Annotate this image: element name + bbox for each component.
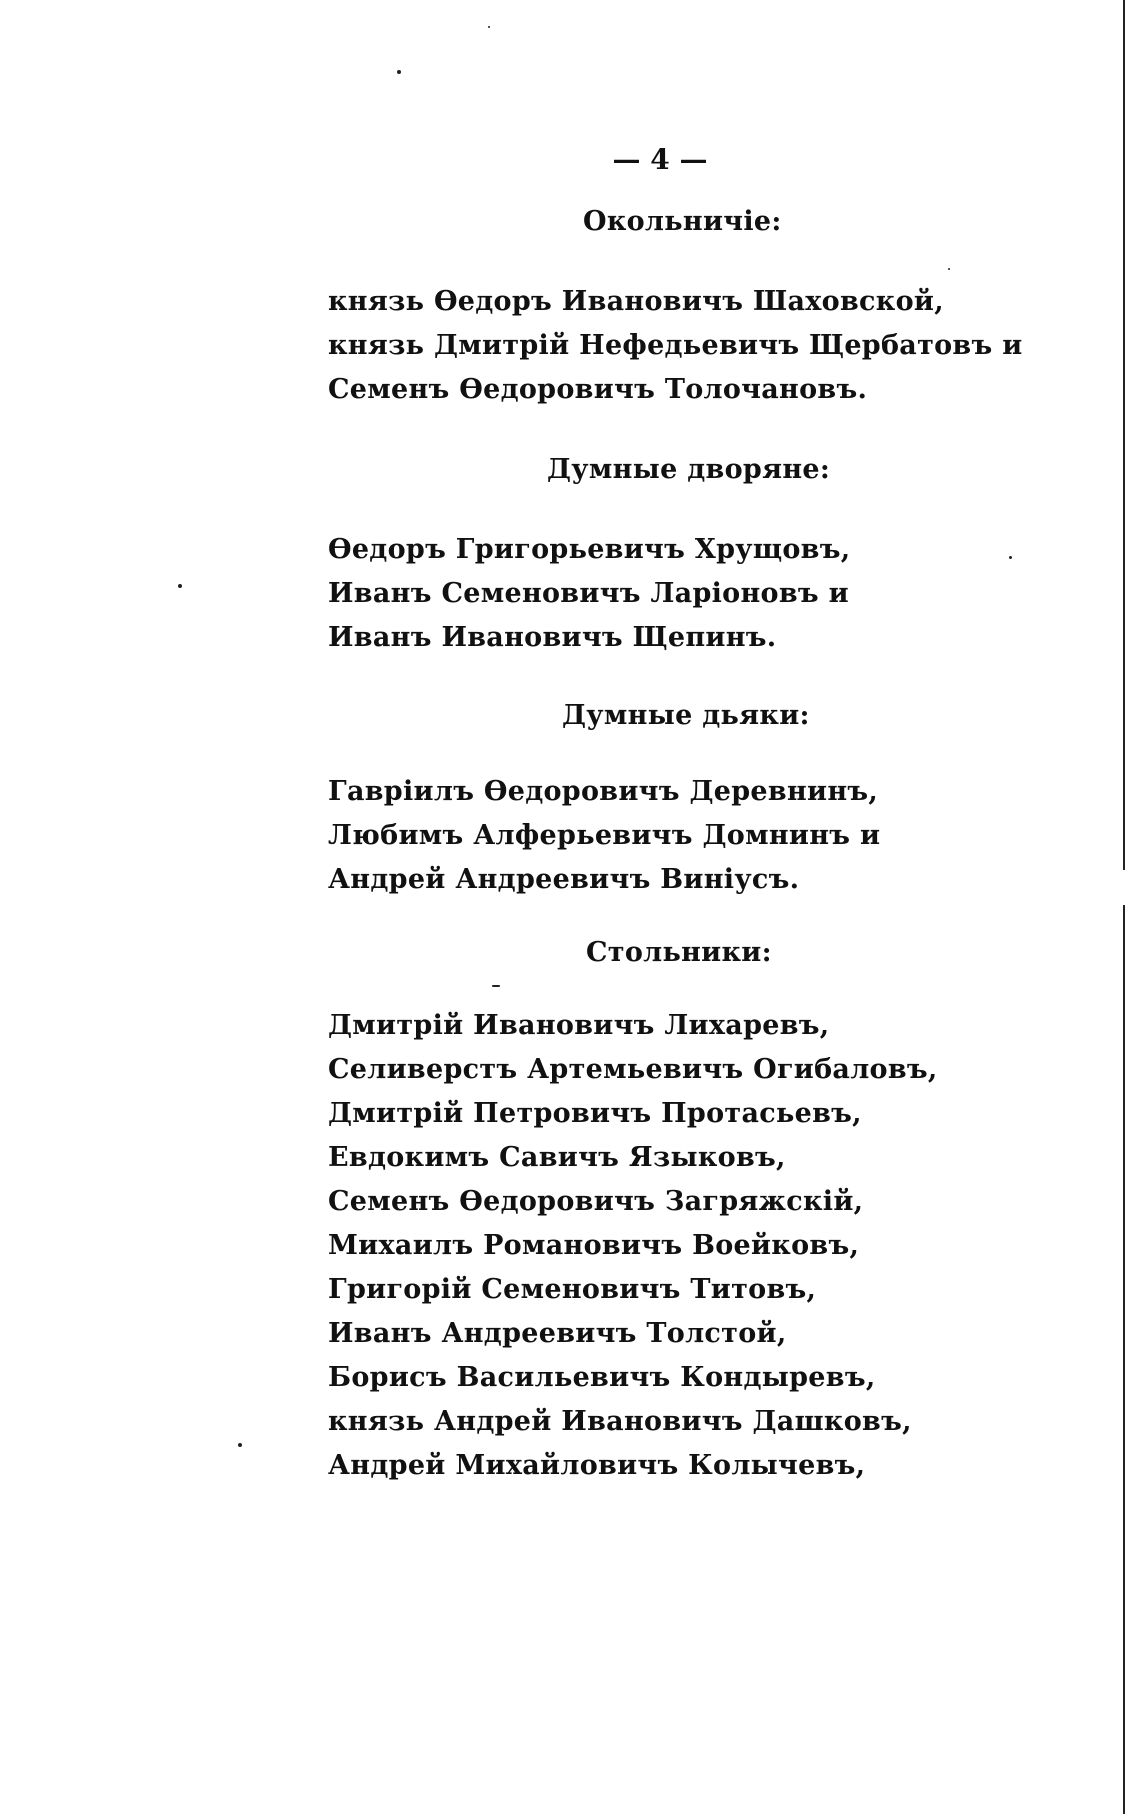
name-line: Борисъ Васильевичъ Кондыревъ, <box>328 1362 876 1393</box>
page-number: — 4 — <box>612 143 708 176</box>
name-line: Любимъ Алферьевичъ Домнинъ и <box>328 820 881 851</box>
section-title: Окольничіе: <box>583 206 782 237</box>
name-line: Селиверстъ Артемьевичъ Огибаловъ, <box>328 1054 938 1085</box>
name-line: Андрей Михайловичъ Колычевъ, <box>328 1450 866 1481</box>
name-line: Григорій Семеновичъ Титовъ, <box>328 1274 817 1305</box>
scan-speck <box>397 70 401 74</box>
name-line: князь Дмитрій Нефедьевичъ Щербатовъ и <box>328 330 1023 361</box>
name-line: Семенъ Өедоровичъ Загряжскій, <box>328 1186 864 1217</box>
section-title: Стольники: <box>586 937 772 968</box>
name-line: Семенъ Өедоровичъ Толочановъ. <box>328 374 868 405</box>
name-line: Дмитрій Ивановичъ Лихаревъ, <box>328 1010 830 1041</box>
scan-speck <box>1009 556 1012 559</box>
scan-speck <box>948 268 950 270</box>
name-line: князь Андрей Ивановичъ Дашковъ, <box>328 1406 912 1437</box>
section-title: Думные дворяне: <box>547 454 831 485</box>
name-line: Гавріилъ Өедоровичъ Деревнинъ, <box>328 776 879 807</box>
scan-speck <box>492 985 500 987</box>
name-line: князь Өедоръ Ивановичъ Шаховской, <box>328 286 944 317</box>
page-edge-line <box>1123 905 1125 1814</box>
section-title: Думные дьяки: <box>562 700 810 731</box>
scan-speck <box>178 584 182 588</box>
name-line: Иванъ Ивановичъ Щепинъ. <box>328 622 777 653</box>
name-line: Михаилъ Романовичъ Воейковъ, <box>328 1230 860 1261</box>
scan-speck <box>488 26 490 28</box>
name-line: Евдокимъ Савичъ Языковъ, <box>328 1142 786 1173</box>
scan-speck <box>238 1443 242 1447</box>
name-line: Иванъ Андреевичъ Толстой, <box>328 1318 787 1349</box>
name-line: Иванъ Семеновичъ Ларіоновъ и <box>328 578 849 609</box>
name-line: Дмитрій Петровичъ Протасьевъ, <box>328 1098 862 1129</box>
page-edge-line <box>1123 0 1125 870</box>
name-line: Андрей Андреевичъ Виніусъ. <box>328 864 800 895</box>
name-line: Өедоръ Григорьевичъ Хрущовъ, <box>328 534 851 565</box>
